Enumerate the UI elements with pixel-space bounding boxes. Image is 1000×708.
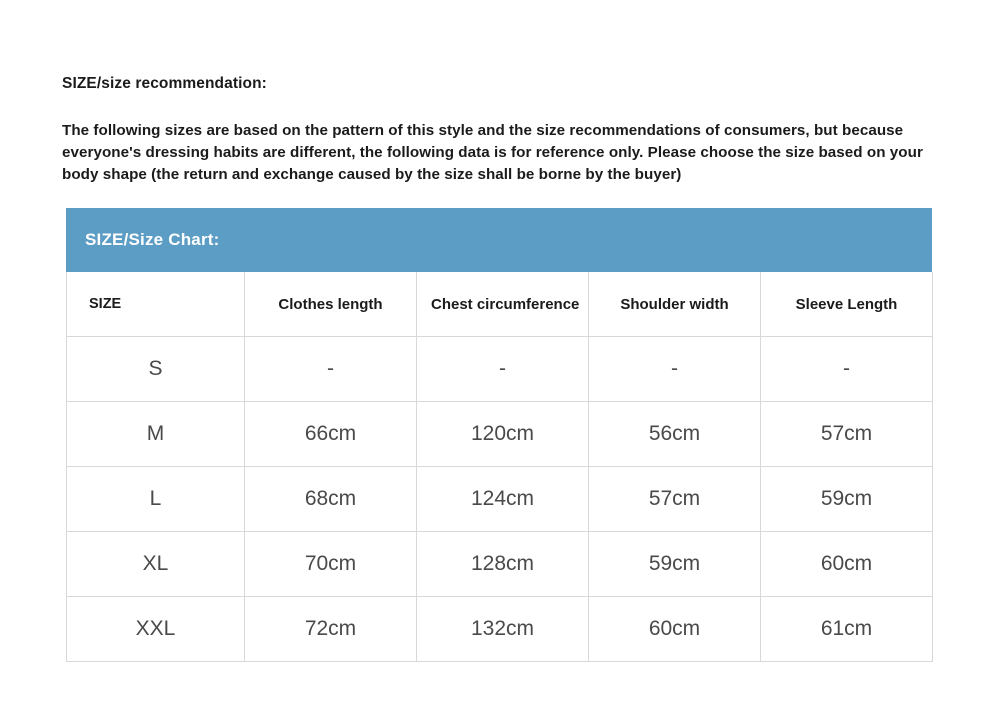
column-header-chest-circumference: Chest circumference	[417, 272, 589, 337]
cell-sleeve-length: 59cm	[761, 467, 933, 532]
cell-size: M	[67, 402, 245, 467]
cell-shoulder-width: 57cm	[589, 467, 761, 532]
table-row	[67, 532, 933, 597]
cell-clothes-length: 66cm	[245, 402, 417, 467]
cell-size: XXL	[67, 597, 245, 662]
cell-sleeve-length: 57cm	[761, 402, 933, 467]
page-title: SIZE/size recommendation:	[62, 75, 267, 92]
cell-size: XL	[67, 532, 245, 597]
cell-size: L	[67, 467, 245, 532]
cell-chest-circumference: 124cm	[417, 467, 589, 532]
table-row	[67, 597, 933, 662]
cell-chest-circumference: 132cm	[417, 597, 589, 662]
cell-shoulder-width: 60cm	[589, 597, 761, 662]
size-chart-table	[66, 272, 933, 662]
cell-clothes-length: 68cm	[245, 467, 417, 532]
size-chart-container	[66, 208, 932, 662]
cell-clothes-length: 72cm	[245, 597, 417, 662]
cell-shoulder-width: 59cm	[589, 532, 761, 597]
column-header-size: SIZE	[67, 272, 245, 337]
table-header-row	[67, 272, 933, 337]
cell-sleeve-length: 60cm	[761, 532, 933, 597]
table-row	[67, 337, 933, 402]
cell-shoulder-width: -	[589, 337, 761, 402]
column-header-shoulder-width: Shoulder width	[589, 272, 761, 337]
column-header-clothes-length: Clothes length	[245, 272, 417, 337]
size-chart-header: SIZE/Size Chart:	[66, 208, 932, 272]
cell-clothes-length: -	[245, 337, 417, 402]
column-header-sleeve-length: Sleeve Length	[761, 272, 933, 337]
intro-paragraph: The following sizes are based on the pattern of this style and the size recommendations of consumers, but because everyone's dressing habits are different, the following data is for reference only. Please choose the size based on your body shape (the return and exchange caused by the size shall be borne by the buyer)	[62, 122, 923, 183]
table-row	[67, 402, 933, 467]
cell-shoulder-width: 56cm	[589, 402, 761, 467]
cell-chest-circumference: 120cm	[417, 402, 589, 467]
cell-sleeve-length: 61cm	[761, 597, 933, 662]
cell-sleeve-length: -	[761, 337, 933, 402]
cell-clothes-length: 70cm	[245, 532, 417, 597]
cell-size: S	[67, 337, 245, 402]
cell-chest-circumference: 128cm	[417, 532, 589, 597]
cell-chest-circumference: -	[417, 337, 589, 402]
table-row	[67, 467, 933, 532]
